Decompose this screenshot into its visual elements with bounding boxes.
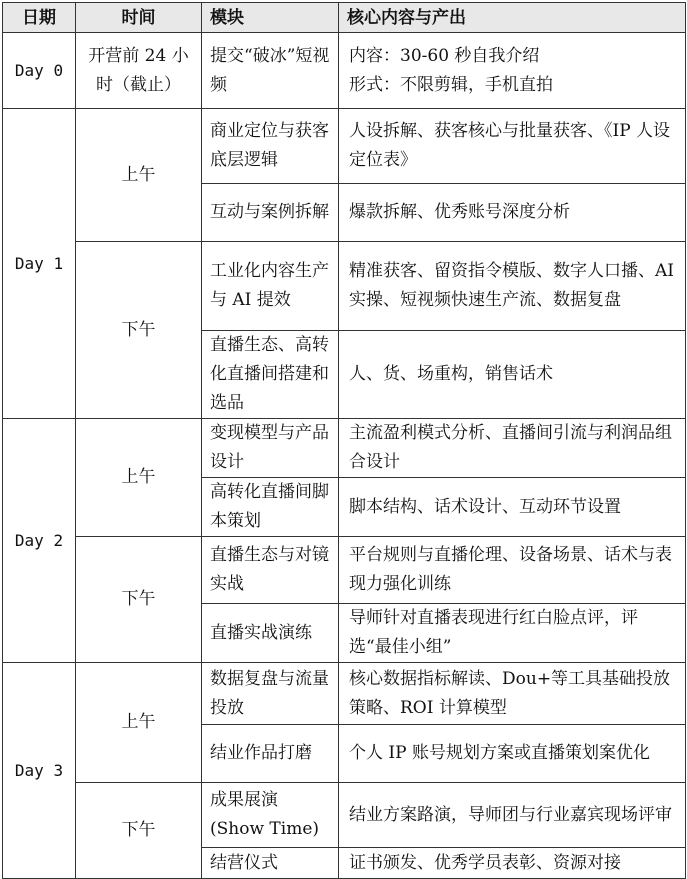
- day-cell: Day 3: [3, 663, 76, 879]
- table-row: [3, 783, 686, 848]
- module-cell: 数据复盘与流量投放: [202, 663, 339, 725]
- header-date: 日期: [3, 3, 76, 33]
- module-cell: 商业定位与获客底层逻辑: [202, 109, 339, 184]
- content-cell: 核心数据指标解读、Dou+等工具基础投放策略、ROI 计算模型: [339, 663, 686, 725]
- table-row: [3, 109, 686, 184]
- module-cell: 直播实战演练: [202, 604, 339, 663]
- content-cell: 爆款拆解、优秀账号深度分析: [339, 184, 686, 242]
- time-cell: 上午: [76, 419, 202, 537]
- content-cell: 证书颁发、优秀学员表彰、资源对接: [339, 848, 686, 879]
- schedule-table: [2, 2, 686, 879]
- module-cell: 结业作品打磨: [202, 725, 339, 783]
- table-row: [3, 419, 686, 478]
- time-cell: 上午: [76, 109, 202, 242]
- day-cell: Day 2: [3, 419, 76, 663]
- content-line: 内容：30-60 秒自我介绍: [349, 45, 540, 66]
- module-cell: 互动与案例拆解: [202, 184, 339, 242]
- time-cell: 下午: [76, 537, 202, 663]
- content-cell: 导师针对直播表现进行红白脸点评，评选“最佳小组”: [339, 604, 686, 663]
- header-time: 时间: [76, 3, 202, 33]
- module-cell: 工业化内容生产与 AI 提效: [202, 242, 339, 331]
- time-cell: 开营前 24 小时（截止）: [76, 33, 202, 109]
- module-cell: 结营仪式: [202, 848, 339, 879]
- content-cell: 脚本结构、话术设计、互动环节设置: [339, 478, 686, 537]
- time-cell: 上午: [76, 663, 202, 783]
- day-cell: Day 0: [3, 33, 76, 109]
- module-cell: 高转化直播间脚本策划: [202, 478, 339, 537]
- time-cell: 下午: [76, 783, 202, 879]
- time-cell: 下午: [76, 242, 202, 419]
- content-cell: 人、货、场重构，销售话术: [339, 331, 686, 419]
- content-cell: 个人 IP 账号规划方案或直播策划案优化: [339, 725, 686, 783]
- content-cell: [339, 33, 686, 109]
- module-cell: 成果展演(Show Time): [202, 783, 339, 848]
- module-cell: 直播生态与对镜实战: [202, 537, 339, 604]
- header-content: 核心内容与产出: [339, 3, 686, 33]
- table-row: [3, 242, 686, 331]
- content-cell: 精准获客、留资指令模版、数字人口播、AI 实操、短视频快速生产流、数据复盘: [339, 242, 686, 331]
- table-row: [3, 33, 686, 109]
- module-cell: 直播生态、高转化直播间搭建和选品: [202, 331, 339, 419]
- content-cell: 结业方案路演，导师团与行业嘉宾现场评审: [339, 783, 686, 848]
- header-module: 模块: [202, 3, 339, 33]
- content-line: 形式：不限剪辑，手机直拍: [349, 74, 553, 95]
- day-cell: Day 1: [3, 109, 76, 419]
- content-cell: 人设拆解、获客核心与批量获客、《IP 人设定位表》: [339, 109, 686, 184]
- module-cell: 变现模型与产品设计: [202, 419, 339, 478]
- table-row: [3, 663, 686, 725]
- module-cell: 提交“破冰”短视频: [202, 33, 339, 109]
- table-row: [3, 537, 686, 604]
- content-cell: 主流盈利模式分析、直播间引流与利润品组合设计: [339, 419, 686, 478]
- header-row: [3, 3, 686, 33]
- content-cell: 平台规则与直播伦理、设备场景、话术与表现力强化训练: [339, 537, 686, 604]
